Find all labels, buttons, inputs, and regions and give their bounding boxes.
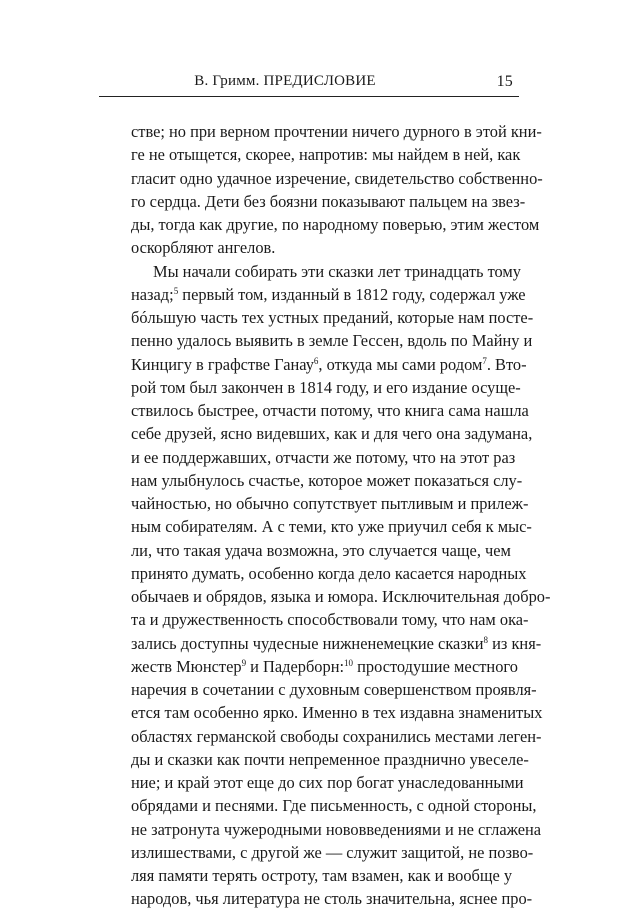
text-line: не затронута чужеродными нововведениями и не сглажена (131, 819, 542, 839)
text-line: ние; и край этот еще до сих пор богат унаследованными (131, 773, 524, 792)
text-line: бóльшую часть тех устных преданий, которые нам посте- (131, 308, 534, 327)
text-line: гласит одно удачное изречение, свидетельство собственно- (131, 168, 543, 188)
footnote-ref: 6 (313, 355, 319, 366)
footnote-ref: 10 (344, 657, 354, 668)
running-header (99, 73, 519, 93)
footnote-ref: 9 (241, 657, 247, 668)
text-line: ли, что такая удача возможна, это случается чаще, чем (131, 540, 511, 560)
text-line: обрядами и песнями. Где письменность, с одной стороны, (131, 796, 537, 816)
footnote-ref: 8 (483, 634, 489, 645)
text-line: обычаев и обрядов, языка и юмора. Исключительная добро- (131, 587, 551, 606)
text-line: и ее поддержавших, отчасти же потому, что на этот раз (131, 447, 516, 467)
text-line: ды, тогда как другие, по народному поверью, этим жестом (131, 215, 540, 234)
text-line: ды и сказки как почти непременное празднично увеселе- (131, 749, 529, 769)
text-line: ляя памяти терять остроту, там взамен, как и вообще у (131, 866, 513, 885)
text-line: ге не отыщется, скорее, напротив: мы найдем в ней, как (131, 145, 521, 165)
text-line: рой том был закончен в 1814 году, и его издание осуще- (131, 377, 521, 397)
page-number: 15 (496, 73, 513, 90)
text-line: та и дружественность способствовали тому, что нам ока- (131, 610, 529, 630)
text-line: стве; но при верном прочтении ничего дурного в этой кни- (131, 122, 542, 141)
text-line: Кинцигу в графстве Ганау$^6$, откуда мы сами родом$^7$. Вто- (131, 354, 527, 374)
text-line: пенно удалось выявить в земле Гессен, вдоль по Майну и (131, 331, 533, 351)
text-line: чайностью, но обычно сопутствует пытливым и прилеж- (131, 494, 529, 513)
text-line: го сердца. Дети без боязни показывают пальцем на звез- (131, 191, 526, 211)
text-line: оскорбляют ангелов. (131, 238, 276, 258)
body-text (131, 120, 551, 911)
text-line: ется там особенно ярко. Именно в тех издавна знаменитых (131, 703, 543, 723)
text-line: ствилось быстрее, отчасти потому, что книга сама нашла (131, 401, 529, 420)
text-line: себе друзей, ясно видевших, как и для чего она задумана, (131, 424, 533, 444)
text-line: наречия в сочетании с духовным совершенством проявля- (131, 680, 537, 699)
text-line: излишествами, с другой же — служит защитой, не позво- (131, 842, 534, 862)
running-title: В. Гримм. ПРЕДИСЛОВИЕ (194, 73, 376, 89)
text-line: назад;$^5$ первый том, изданный в 1812 году, содержал уже (131, 284, 526, 304)
text-line: принято думать, особенно когда дело касается народных (131, 563, 527, 583)
footnote-ref: 7 (482, 355, 487, 366)
text-line: областях германской свободы сохранились местами леген- (131, 726, 542, 746)
header-rule (99, 96, 519, 97)
text-line: нам улыбнулось счастье, которое может показаться слу- (131, 470, 523, 490)
text-line: народов, чья литература не столь значительна, яснее про- (131, 889, 533, 909)
paragraph-start-line: Мы начали собирать эти сказки лет тринадцать тому (153, 261, 521, 281)
text-line: жеств Мюнстер$^9$ и Падерборн:$^{10}$ простодушие местного (131, 656, 518, 676)
text-line: зались доступны чудесные нижненемецкие сказки$^8$ из кня- (131, 633, 542, 653)
footnote-ref: 5 (173, 285, 179, 296)
text-line: ным собирателям. А с теми, кто уже приучил себя к мыс- (131, 517, 532, 537)
